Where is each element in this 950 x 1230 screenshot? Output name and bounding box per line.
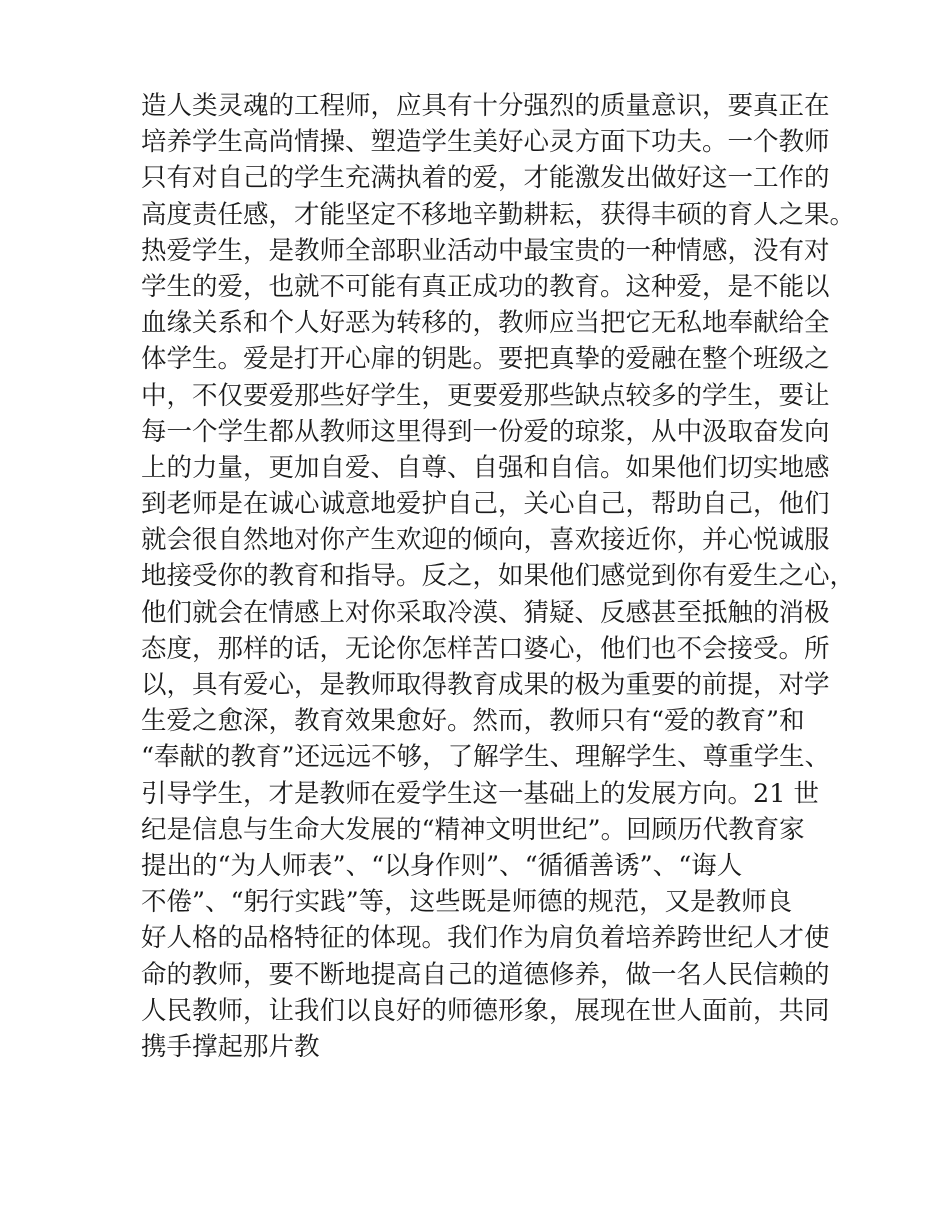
text-line: 好人格的品格特征的体现。我们作为肩负着培养跨世纪人才使 — [141, 923, 830, 954]
text-line: 引导学生，才是教师在爱学生这一基础上的发展方向。21 世 — [141, 778, 820, 809]
text-line: 中，不仅要爱那些好学生，更要爱那些缺点较多的学生，要让 — [141, 380, 830, 411]
text-line: 每一个学生都从教师这里得到一份爱的琼浆，从中汲取奋发向 — [141, 416, 830, 447]
text-line: 提出的“为人师表”、“以身作则”、“循循善诱”、“诲人 — [141, 850, 743, 881]
text-line: 生爱之愈深，教育效果愈好。然而，教师只有“爱的教育”和 — [141, 706, 805, 737]
text-line: 培养学生高尚情操、塑造学生美好心灵方面下功夫。一个教师 — [141, 127, 830, 158]
text-line: 造人类灵魂的工程师，应具有十分强烈的质量意识，要真正在 — [141, 91, 830, 121]
text-line: “奉献的教育”还远远不够，了解学生、理解学生、尊重学生、 — [141, 742, 831, 773]
body-text — [141, 88, 856, 1065]
text-line: 命的教师，要不断地提高自己的道德修养，做一名人民信赖的 — [141, 959, 830, 990]
text-line: 不倦”、“躬行实践”等，这些既是师德的规范，又是教师良 — [141, 887, 793, 918]
text-line: 只有对自己的学生充满执着的爱，才能激发出做好这一工作的 — [141, 163, 830, 194]
text-line: 人民教师，让我们以良好的师德形象，展现在世人面前，共同 — [141, 995, 830, 1026]
text-line: 地接受你的教育和指导。反之，如果他们感觉到你有爱生之心， — [141, 561, 856, 592]
text-line: 态度，那样的话，无论你怎样苦口婆心，他们也不会接受。所 — [141, 633, 830, 664]
text-line: 到老师是在诚心诚意地爱护自己，关心自己，帮助自己，他们 — [141, 489, 830, 520]
text-line: 血缘关系和个人好恶为转移的，教师应当把它无私地奉献给全 — [141, 308, 830, 339]
text-line: 他们就会在情感上对你采取冷漠、猜疑、反感甚至抵触的消极 — [141, 597, 830, 628]
text-line: 就会很自然地对你产生欢迎的倾向，喜欢接近你，并心悦诚服 — [141, 525, 830, 556]
text-line: 热爱学生，是教师全部职业活动中最宝贵的一种情感，没有对 — [141, 235, 830, 266]
text-line: 体学生。爱是打开心扉的钥匙。要把真挚的爱融在整个班级之 — [141, 344, 830, 375]
text-line: 高度责任感，才能坚定不移地辛勤耕耘，获得丰硕的育人之果。 — [141, 199, 856, 230]
text-line: 纪是信息与生命大发展的“精神文明世纪”。回顾历代教育家 — [141, 814, 805, 845]
text-line: 上的力量，更加自爱、自尊、自强和自信。如果他们切实地感 — [141, 452, 830, 483]
text-line: 携手撑起那片教 — [141, 1031, 320, 1062]
text-line: 学生的爱，也就不可能有真正成功的教育。这种爱，是不能以 — [141, 271, 830, 302]
text-line: 以，具有爱心，是教师取得教育成果的极为重要的前提，对学 — [141, 670, 830, 700]
